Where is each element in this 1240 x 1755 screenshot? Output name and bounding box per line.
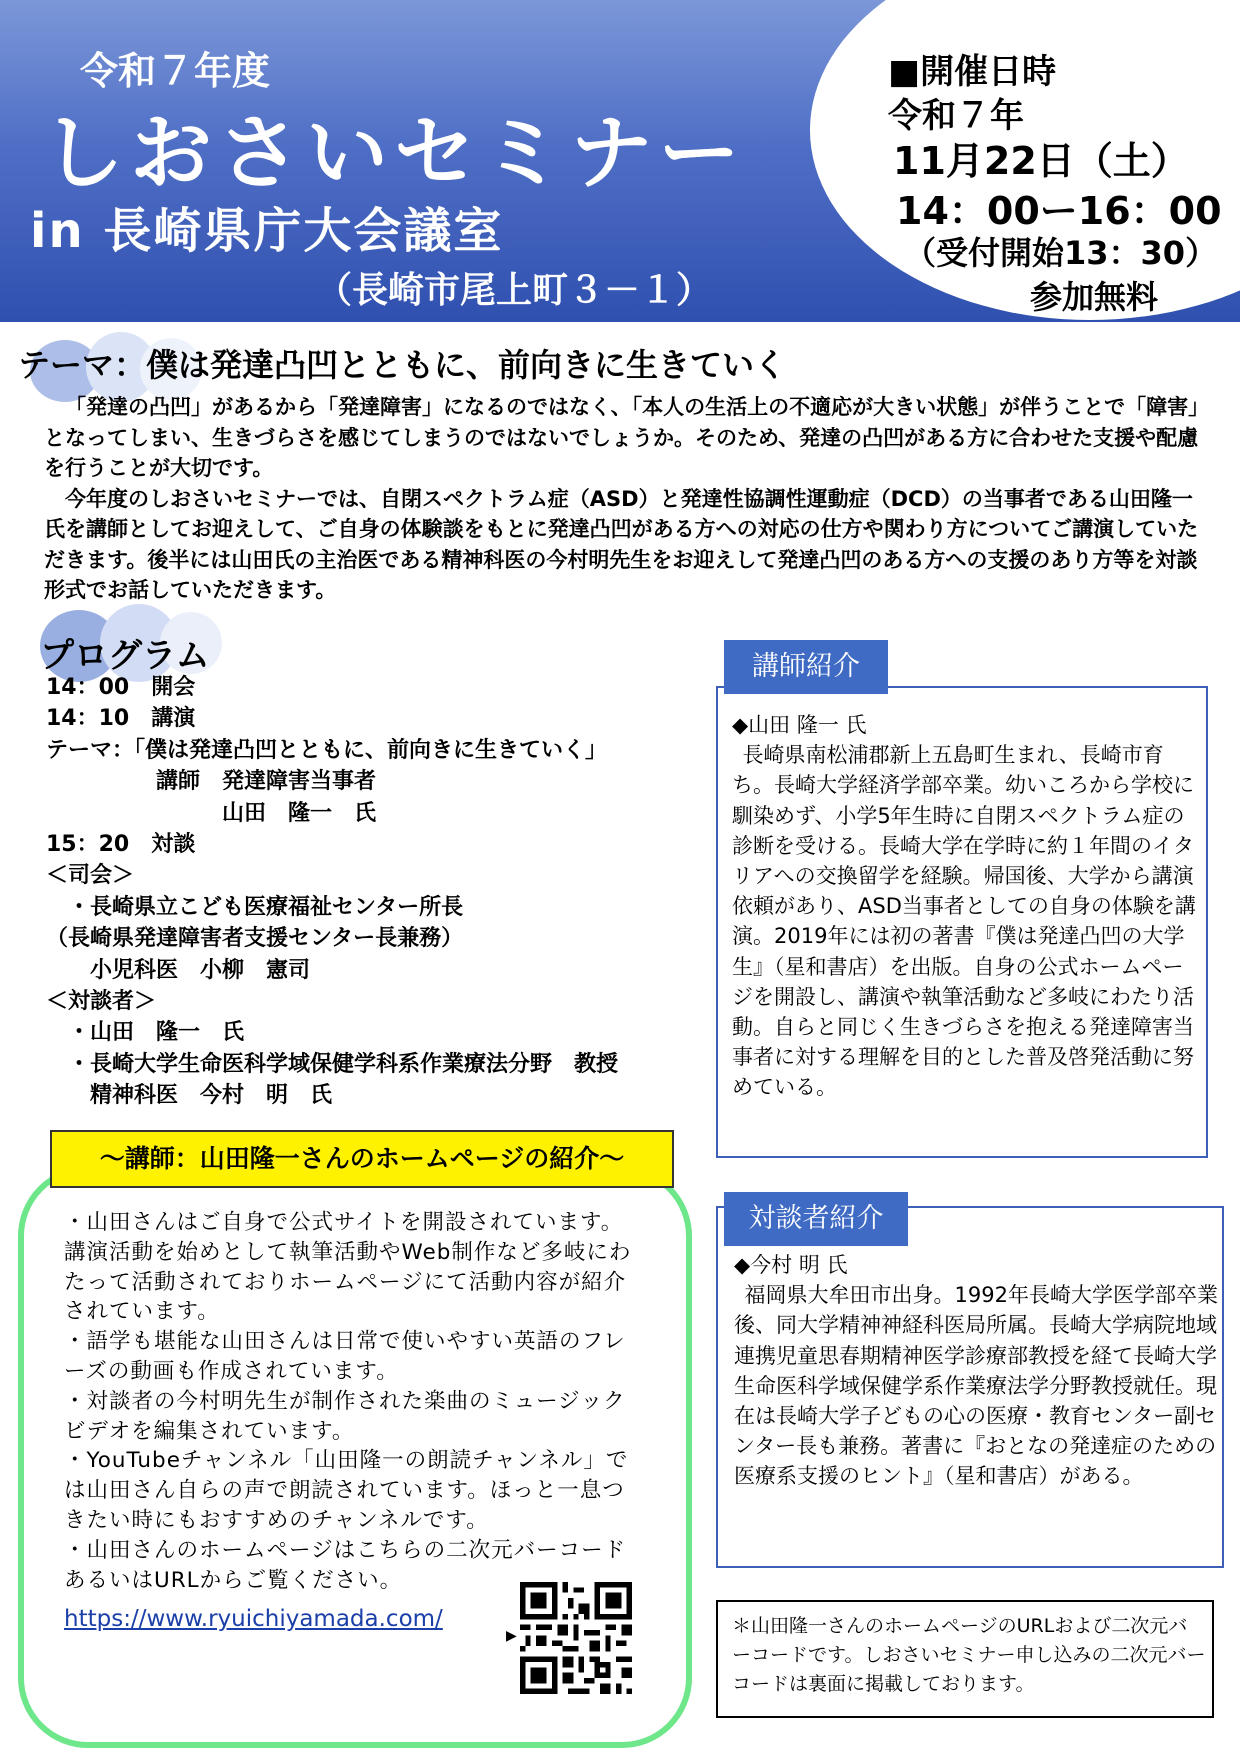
program-line: テーマ：「僕は発達凸凹とともに、前向きに生きていく」 xyxy=(46,737,608,763)
program-line: 15：20 対談 xyxy=(46,832,196,858)
date-era: 令和７年 xyxy=(888,96,1024,136)
homepage-link[interactable]: https://www.ryuichiyamada.com/ xyxy=(64,1606,443,1632)
dialogue-body xyxy=(734,1250,1220,1492)
dialogue-tab: 対談者紹介 xyxy=(724,1192,908,1246)
program-line: ＜対談者＞ xyxy=(46,989,157,1015)
theme-title: テーマ：僕は発達凸凹とともに、前向きに生きていく xyxy=(18,346,787,384)
homepage-item: ・語学も堪能な山田さんは日常で使いやすい英語のフレーズの動画も作成されています。 xyxy=(64,1329,626,1384)
date-heading: ■開催日時 xyxy=(888,52,1057,92)
intro-paragraph: 今年度のしおさいセミナーでは、自閉スペクトラム症（ASD）と発達性協調性運動症（DCD）の当事者である山田隆一氏を講師としてお迎えして、ご自身の体験談をもとに発達凸凹がある方への対応の仕方や関わり方についてご講演していただきます。後半には山田氏の主治医である精神科医の今村明先生をお迎えして発達凸凹のある方への支援のあり方等を対談形式でお話していただきます。 xyxy=(44,486,1199,602)
fee: 参加無料 xyxy=(1030,278,1159,316)
homepage-item: ・山田さんはご自身で公式サイトを開設されています。講演活動を始めとして執筆活動やWeb制作など多岐にわたって活動されておりホームページにて活動内容が紹介されています。 xyxy=(64,1210,632,1325)
lecturer-tab: 講師紹介 xyxy=(724,640,888,694)
program-line: ・長崎大学生命医科学域保健学科系作業療法分野 教授 xyxy=(46,1051,619,1077)
program-title: プログラム xyxy=(40,636,210,676)
intro-text xyxy=(44,392,1204,606)
intro-paragraph: 「発達の凸凹」があるから「発達障害」になるのではなく、「本人の生活上の不適応が大きい状態」が伴うことで「障害」となってしまい、生きづらさを感じてしまうのではないでしょうか。そのため、発達の凸凹がある方に合わせた支援や配慮を行うことが大切です。 xyxy=(44,395,1199,480)
homepage-body xyxy=(64,1208,644,1595)
fiscal-year: 令和７年度 xyxy=(80,49,271,93)
venue: in 長崎県庁大会議室 xyxy=(30,203,504,259)
date-day: 11月22日（土） xyxy=(893,139,1189,183)
program-line: ＜司会＞ xyxy=(46,863,135,889)
program-line: 小児科医 小柳 憲司 xyxy=(46,957,311,983)
program-line: ・長崎県立こども医療福祉センター所長 xyxy=(46,894,464,920)
seminar-title: しおさいセミナー xyxy=(42,106,747,201)
qr-code-icon[interactable] xyxy=(520,1582,632,1694)
program-line: ・山田 隆一 氏 xyxy=(46,1020,245,1046)
venue-address: （長崎市尾上町３－１） xyxy=(316,270,713,311)
homepage-label: ～講師：山田隆一さんのホームページの紹介～ xyxy=(50,1130,674,1188)
dialogue-bio: 福岡県大牟田市出身。1992年長崎大学医学部卒業後、同大学精神神経科医局所属。長崎大学病院地域連携児童思春期精神医学診療部教授を経て長崎大学生命医科学域保健学系作業療法学分野教授就任。現在は長崎大学子どもの心の医療・教育センター副センター長も兼務。著書に『おとなの発達症のための医療系支援のヒント』（星和書店）がある。 xyxy=(734,1283,1218,1489)
note-text: ＊山田隆一さんのホームページのURLおよび二次元バーコードです。しおさいセミナー申し込みの二次元バーコードは裏面に掲載しております。 xyxy=(732,1615,1206,1695)
date-time: 14：00ー16：00 xyxy=(896,189,1222,233)
homepage-item: ・対談者の今村明先生が制作された楽曲のミュージックビデオを編集されています。 xyxy=(64,1388,626,1444)
homepage-item: ・山田さんのホームページはこちらの二次元バーコードあるいはURLからご覧ください。 xyxy=(64,1537,627,1593)
lecturer-bio: 長崎県南松浦郡新上五島町生まれ、長崎市育ち。長崎大学経済学部卒業。幼いころから学校に馴染めず、小学5年生時に自閉スペクトラム症の診断を受ける。長崎大学在学時に約１年間のイタリアへの交換留学を経験。帰国後、大学から講演依頼があり、ASD当事者としての自身の体験を講演。2019年には初の著書『僕は発達凸凹の大学生』（星和書店）を出版。自身の公式ホームページを開設し、講演や執筆活動など多岐にわたり活動。自らと同じく生きづらさを抱える発達障害当事者に対する理解を目的とした普及啓発活動に努めている。 xyxy=(732,743,1196,1100)
lecturer-body xyxy=(732,710,1204,1103)
program-list xyxy=(46,672,706,1112)
program-line: 14：10 講演 xyxy=(46,706,196,732)
program-line: 精神科医 今村 明 氏 xyxy=(46,1083,333,1109)
pointer-arrow-icon: ▶ xyxy=(506,1628,517,1644)
homepage-item: ・YouTubeチャンネル「山田隆一の朗読チャンネル」では山田さん自らの声で朗読されています。ほっと一息つきたい時にもおすすめのチャンネルです。 xyxy=(64,1448,629,1533)
lecturer-name: ◆山田 隆一 氏 xyxy=(732,713,867,737)
reception-time: （受付開始13：30） xyxy=(904,234,1218,272)
dialogue-name: ◆今村 明 氏 xyxy=(734,1253,848,1277)
program-line: （長崎県発達障害者支援センター長兼務） xyxy=(46,926,464,952)
program-line: 14：00 開会 xyxy=(46,675,196,700)
program-line: 講師 発達障害当事者 xyxy=(46,769,377,795)
program-line: 山田 隆一 氏 xyxy=(46,800,377,826)
